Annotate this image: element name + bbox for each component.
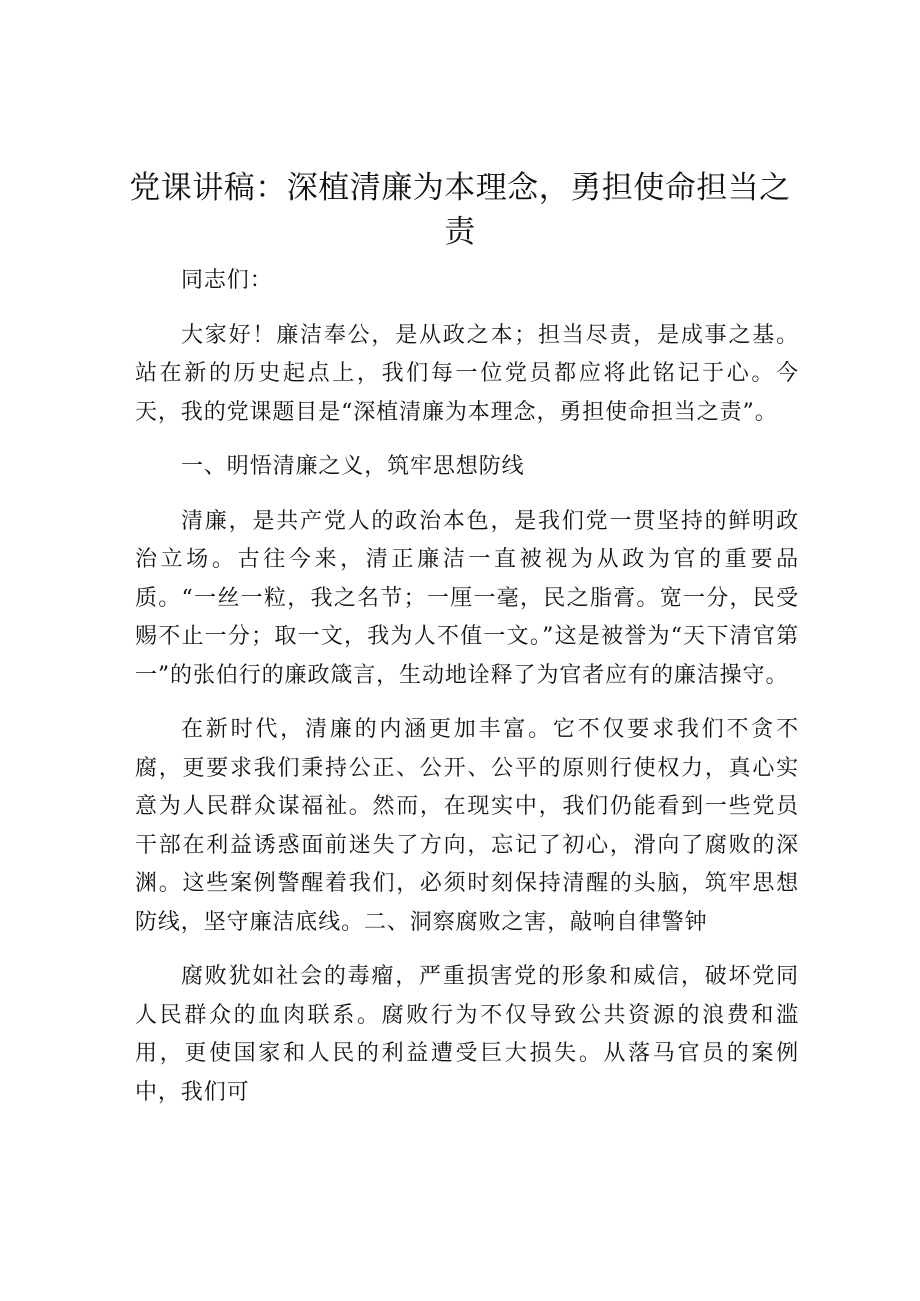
paragraph-corruption-harm: 腐败犹如社会的毒瘤，严重损害党的形象和威信，破坏党同人民群众的血肉联系。腐败行为不仅导致公共资源的浪费和滥用，更使国家和人民的利益遭受巨大损失。从落马官员的案例中，我们可	[135, 964, 799, 1105]
paragraph-integrity-meaning: 清廉，是共产党人的政治本色，是我们党一贯坚持的鲜明政治立场。古往今来，清正廉洁一直被视为从政为官的重要品质。“一丝一粒，我之名节；一厘一毫，民之脂膏。宽一分，民受赐不止一分；取一文，我为人不值一文。”这是被誉为“天下清官第一”的张伯行的廉政箴言，生动地诠释了为官者应有的廉洁操守。	[135, 508, 799, 688]
salutation: 同志们：	[181, 268, 273, 293]
document-title: 党课讲稿：深植清廉为本理念，勇担使命担当之责	[129, 170, 791, 250]
paragraph-opening: 大家好！廉洁奉公，是从政之本；担当尽责，是成事之基。站在新的历史起点上，我们每一位党员都应将此铭记于心。今天，我的党课题目是“深植清廉为本理念，勇担使命担当之责”。	[135, 322, 799, 425]
paragraph-new-era: 在新时代，清廉的内涵更加丰富。它不仅要求我们不贪不腐，更要求我们秉持公正、公开、公平的原则行使权力，真心实意为人民群众谋福祉。然而，在现实中，我们仍能看到一些党员干部在利益诱惑面前迷失了方向，忘记了初心，滑向了腐败的深渊。这些案例警醒着我们，必须时刻保持清醒的头脑，筑牢思想防线，坚守廉洁底线。二、洞察腐败之害，敲响自律警钟	[135, 717, 799, 935]
document-body	[135, 262, 799, 1128]
section-heading-1: 一、明悟清廉之义，筑牢思想防线	[181, 454, 525, 479]
